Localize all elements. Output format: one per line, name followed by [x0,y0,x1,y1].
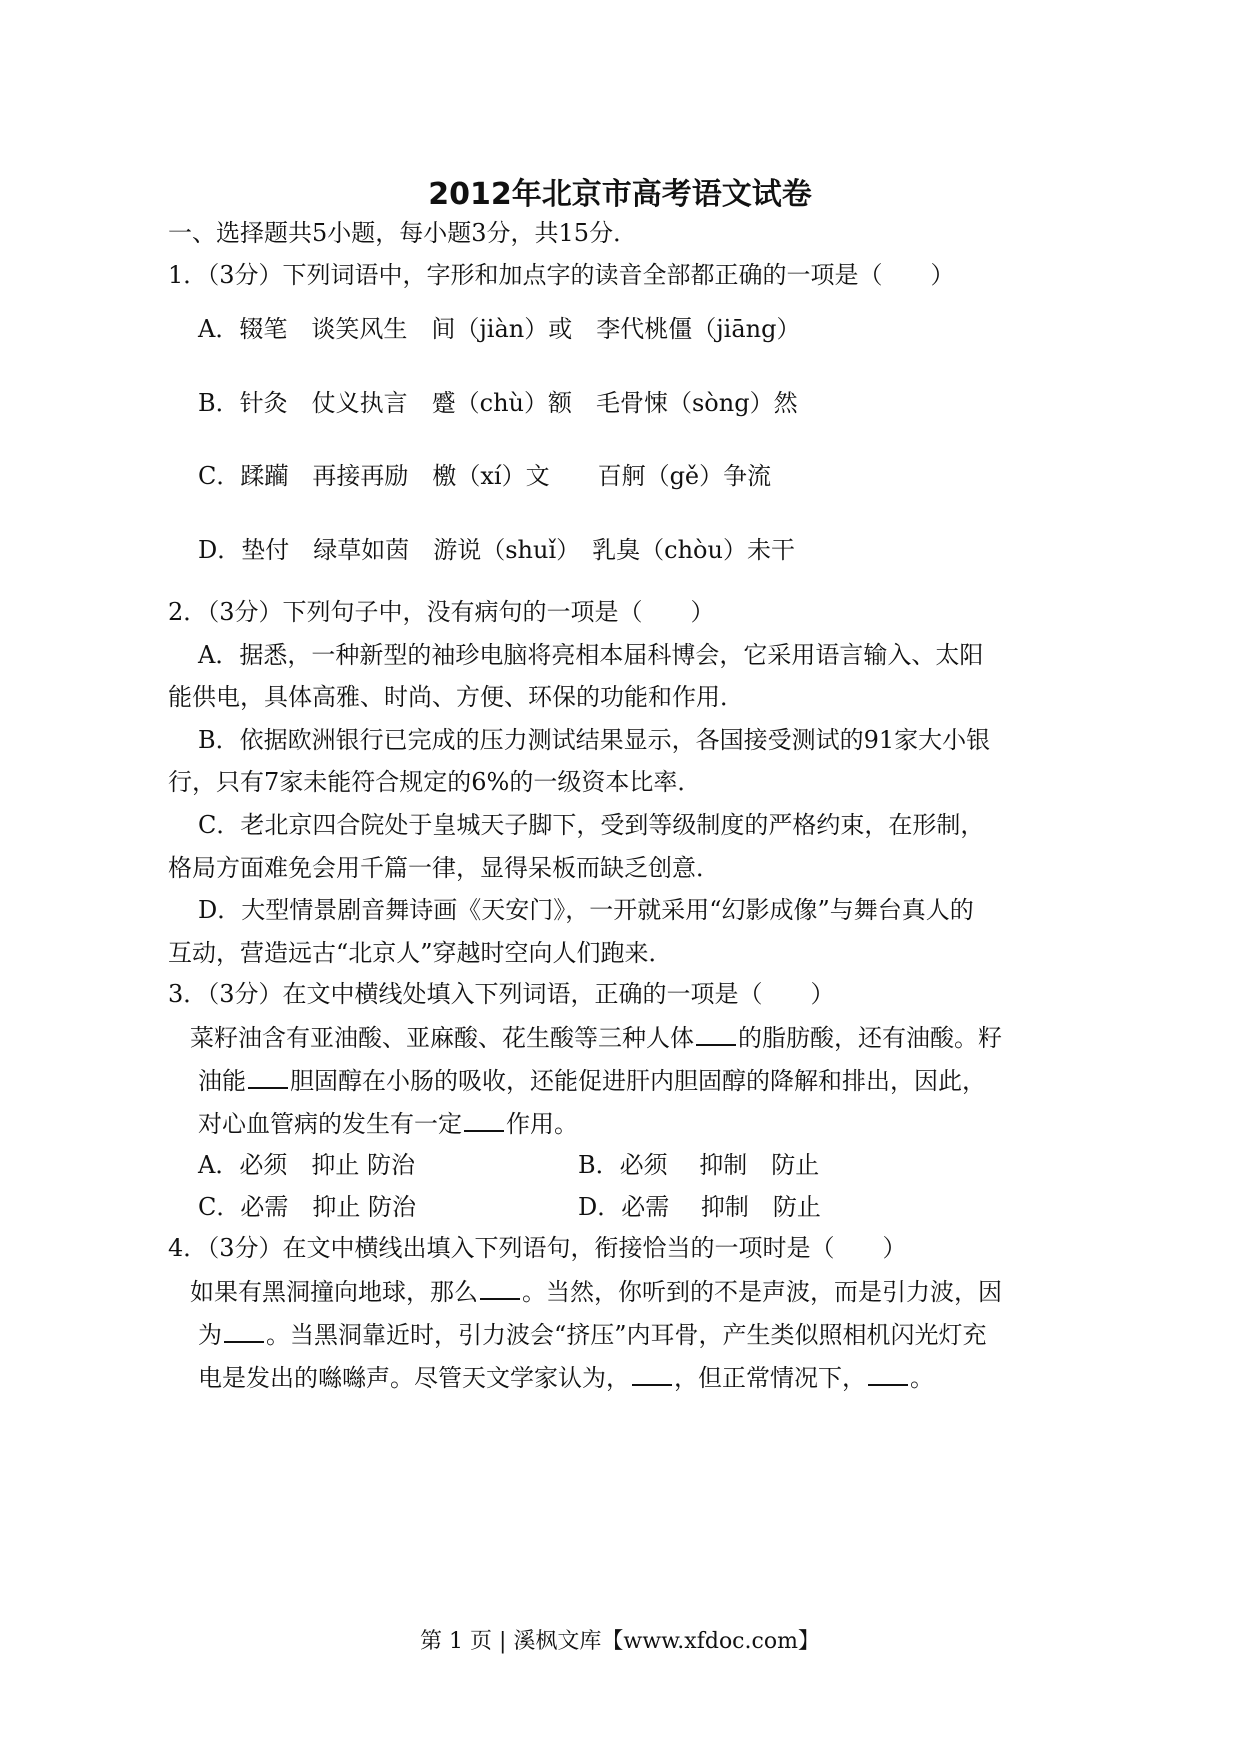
fill-blank-1 [480,1276,520,1300]
passage-text: 对心血管病的发生有一定 [198,1110,462,1138]
fill-blank-2 [248,1065,288,1089]
question-3-stem: 3．（3分）在文中横线处填入下列词语，正确的一项是（ ） [168,980,835,1008]
fill-blank-1 [696,1022,736,1046]
passage-text: 。 [910,1364,934,1392]
passage-text: ，但正常情况下， [674,1364,866,1392]
page-footer: 第 1 页 | 溪枫文库【www.xfdoc.com】 [420,1629,820,1654]
page-title: 2012年北京市高考语文试卷 [428,177,812,212]
question-2-option-b-line-2: 行，只有7家未能符合规定的6%的一级资本比率． [168,768,702,796]
fill-blank-4 [868,1362,908,1386]
question-3-passage-line-3 [198,1108,578,1139]
question-2-stem: 2．（3分）下列句子中，没有病句的一项是（ ） [168,598,715,626]
passage-text: 。当然，你听到的不是声波，而是引力波，因 [522,1278,1002,1306]
question-2-option-a-line-2: 能供电，具体高雅、时尚、方便、环保的功能和作用． [168,683,744,711]
passage-text: 油能 [198,1067,246,1095]
question-3-option-c: C．必需 抑止 防治 [198,1193,416,1221]
question-3-option-d: D．必需 抑制 防止 [578,1193,821,1221]
passage-text: 的脂肪酸，还有油酸。籽 [738,1024,1002,1052]
fill-blank-2 [224,1319,264,1343]
fill-blank-3 [464,1108,504,1132]
question-4-passage-line-1 [190,1276,1002,1307]
question-3-option-b: B．必须 抑制 防止 [578,1151,820,1179]
section-heading: 一、选择题共5小题，每小题3分，共15分． [168,219,638,247]
question-3-passage-line-2 [198,1065,986,1096]
passage-text: 如果有黑洞撞向地球，那么 [190,1278,478,1306]
passage-text: 菜籽油含有亚油酸、亚麻酸、花生酸等三种人体 [190,1024,694,1052]
passage-text: 作用。 [506,1110,578,1138]
question-2-option-a-line-1: A．据悉，一种新型的袖珍电脑将亮相本届科博会，它采用语言输入、太阳 [198,641,984,669]
passage-text: 为 [198,1321,222,1349]
question-1-option-d: D．垫付 绿草如茵 游说（shuǐ） 乳臭（chòu）未干 [198,536,795,564]
question-2-option-d-line-2: 互动，营造远古“北京人”穿越时空向人们跑来． [168,939,673,967]
question-3-passage-line-1 [190,1022,1002,1053]
passage-text: 胆固醇在小肠的吸收，还能促进肝内胆固醇的降解和排出，因此， [290,1067,986,1095]
question-1-option-c: C．蹂躏 再接再励 檄（xí）文 百舸（gě）争流 [198,462,772,490]
question-2-option-d-line-1: D．大型情景剧音舞诗画《天安门》，一开就采用“幻影成像”与舞台真人的 [198,896,974,924]
question-1-option-b: B．针灸 仗义执言 蹙（chù）额 毛骨悚（sòng）然 [198,389,798,417]
question-4-passage-line-2 [198,1319,987,1350]
question-2-option-c-line-1: C．老北京四合院处于皇城天子脚下，受到等级制度的严格约束，在形制， [198,811,985,839]
question-1-option-a: A．辍笔 谈笑风生 间（jiàn）或 李代桃僵（jiāng） [198,315,801,343]
question-4-passage-line-3 [198,1362,934,1393]
question-2-option-c-line-2: 格局方面难免会用千篇一律，显得呆板而缺乏创意． [168,854,720,882]
question-2-option-b-line-1: B．依据欧洲银行已完成的压力测试结果显示，各国接受测试的91家大小银 [198,726,991,754]
question-3-option-a: A．必须 抑止 防治 [198,1151,415,1179]
question-1-stem: 1．（3分）下列词语中，字形和加点字的读音全部都正确的一项是（ ） [168,261,955,289]
question-4-stem: 4．（3分）在文中横线出填入下列语句，衔接恰当的一项时是（ ） [168,1234,907,1262]
passage-text: 电是发出的噝噝声。尽管天文学家认为， [198,1364,630,1392]
passage-text: 。当黑洞靠近时，引力波会“挤压”内耳骨，产生类似照相机闪光灯充 [266,1321,987,1349]
fill-blank-3 [632,1362,672,1386]
